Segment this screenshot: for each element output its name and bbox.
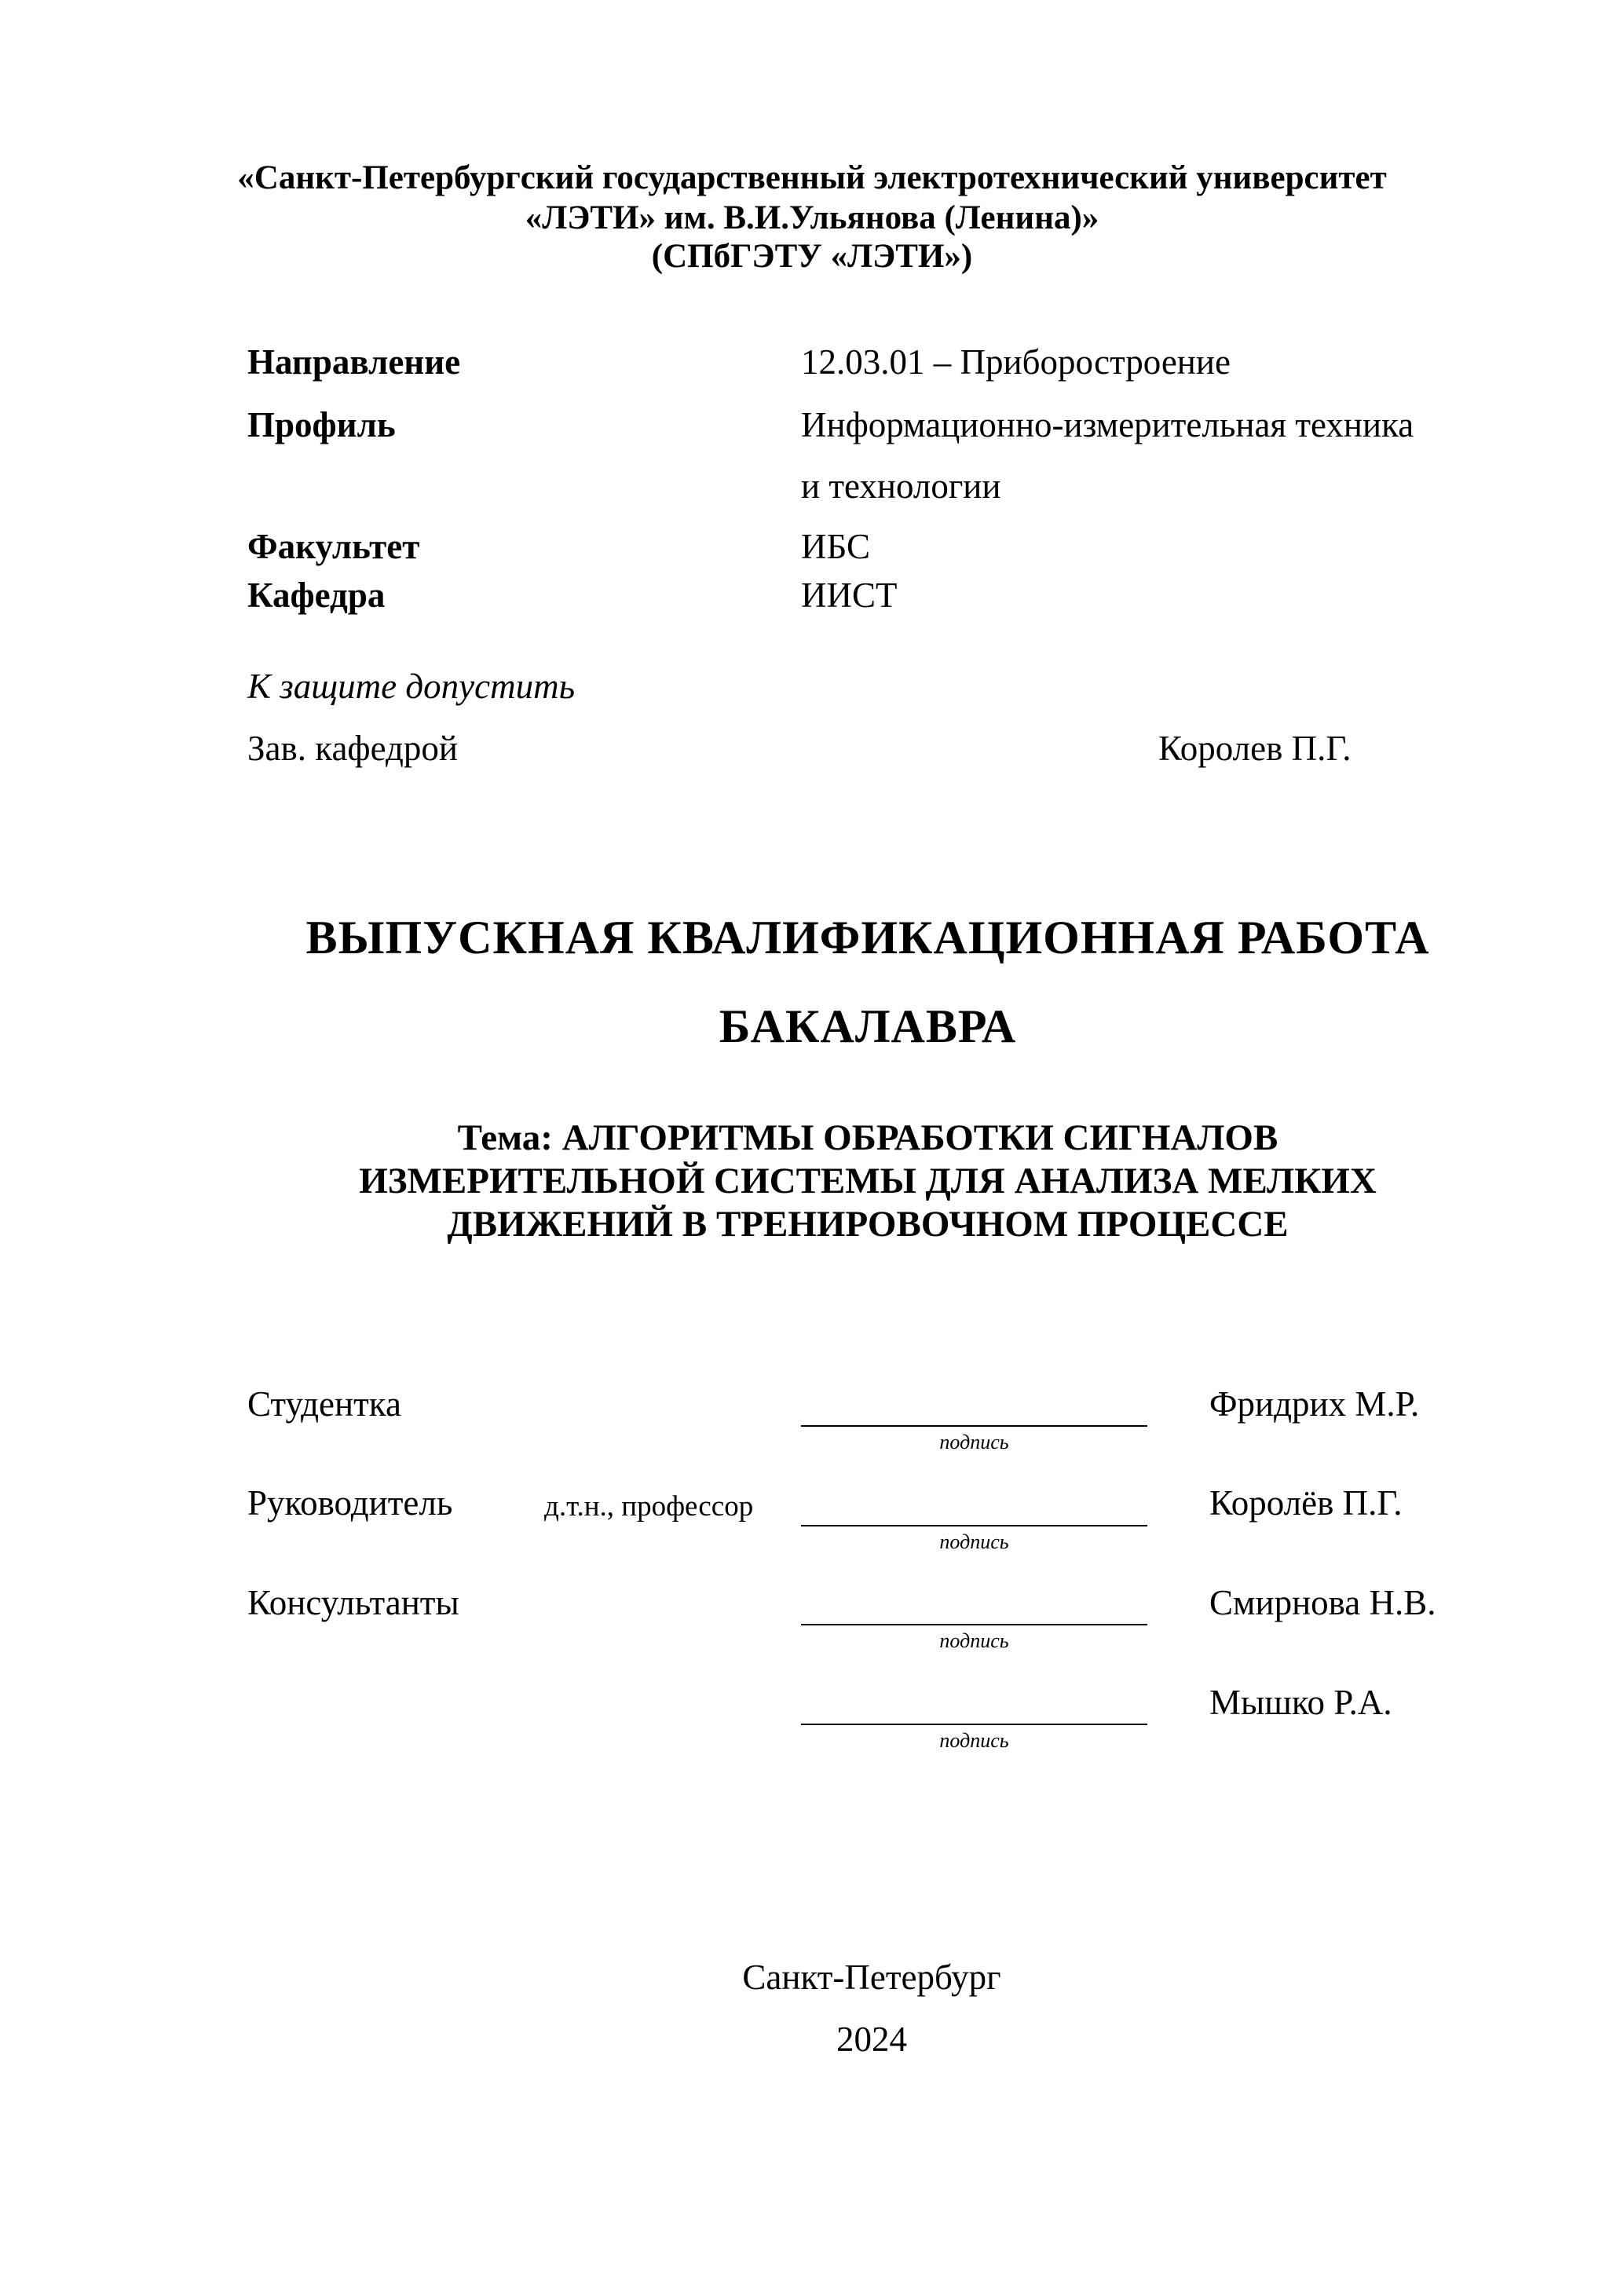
signature-caption: подпись <box>939 1629 1009 1652</box>
university-abbreviation: (СПбГЭТУ «ЛЭТИ») <box>651 238 973 275</box>
signature-name: Фридрих М.Р. <box>1209 1384 1420 1424</box>
department-value: ИИСТ <box>801 576 898 615</box>
signature-name: Королёв П.Г. <box>1209 1483 1403 1523</box>
topic-line3: ДВИЖЕНИЙ В ТРЕНИРОВОЧНОМ ПРОЦЕССЕ <box>447 1204 1289 1245</box>
university-name-line2: «ЛЭТИ» им. В.И.Ульянова (Ленина)» <box>525 199 1099 236</box>
footer-year: 2024 <box>836 2020 907 2059</box>
university-name-line1: «Санкт-Петербургский государственный электротехнический университет <box>237 159 1387 196</box>
approval-heading: К защите допустить <box>247 667 576 706</box>
work-title-line2: БАКАЛАВРА <box>719 1000 1017 1052</box>
signature-degree: д.т.н., профессор <box>544 1490 754 1523</box>
approval-position: Зав. кафедрой <box>247 729 458 768</box>
signature-line <box>801 1724 1147 1725</box>
profile-value-line2: и технологии <box>801 466 1001 506</box>
faculty-value: ИБС <box>801 527 871 566</box>
signature-name: Мышко Р.А. <box>1209 1683 1392 1722</box>
department-label: Кафедра <box>247 576 386 615</box>
signature-line <box>801 1624 1147 1625</box>
signature-role: Студентка <box>247 1384 401 1424</box>
signature-name: Смирнова Н.В. <box>1209 1583 1436 1622</box>
work-title-line1: ВЫПУСКНАЯ КВАЛИФИКАЦИОННАЯ РАБОТА <box>305 912 1430 963</box>
direction-value: 12.03.01 – Приборостроение <box>801 342 1231 382</box>
signature-caption: подпись <box>939 1431 1009 1453</box>
topic-line1: Тема: АЛГОРИТМЫ ОБРАБОТКИ СИГНАЛОВ <box>457 1117 1278 1158</box>
profile-label: Профиль <box>247 405 396 444</box>
profile-value-line1: Информационно-измерительная техника <box>801 405 1414 444</box>
approval-name: Королев П.Г. <box>1158 729 1352 768</box>
signature-caption: подпись <box>939 1729 1009 1752</box>
signature-role: Консультанты <box>247 1583 459 1622</box>
signature-line <box>801 1525 1147 1526</box>
topic-line2: ИЗМЕРИТЕЛЬНОЙ СИСТЕМЫ ДЛЯ АНАЛИЗА МЕЛКИХ <box>359 1161 1377 1201</box>
direction-label: Направление <box>247 342 461 382</box>
faculty-label: Факультет <box>247 527 420 566</box>
signature-line <box>801 1425 1147 1427</box>
signature-caption: подпись <box>939 1530 1009 1553</box>
signature-role: Руководитель <box>247 1483 453 1523</box>
footer-city: Санкт-Петербург <box>742 1958 1001 1997</box>
